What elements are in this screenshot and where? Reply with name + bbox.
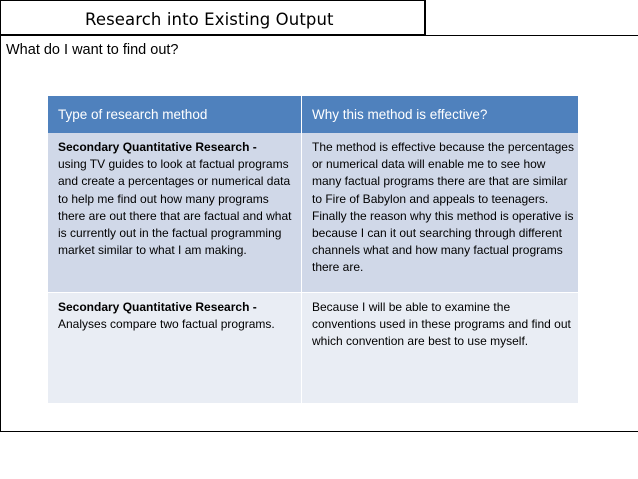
- method-description: using TV guides to look at factual programs and create a percentages or numerical data to help me find out how many programs there are out there that are factual and what is currently out in the factual programming market similar to what I am making.: [58, 157, 292, 258]
- table-row: [48, 133, 578, 293]
- method-title: Secondary Quantitative Research -: [58, 300, 257, 314]
- header-method: Type of research method: [48, 96, 302, 133]
- title-box: [0, 0, 426, 35]
- method-title: Secondary Quantitative Research -: [58, 140, 257, 154]
- method-cell: [48, 133, 302, 293]
- research-methods-table: [48, 96, 578, 403]
- reason-cell: The method is effective because the percentages or numerical data will enable me to see how many factual programs there are that are similar to Fire of Babylon and appeals to teenagers. Finally the reason why this method is operative is because I can it out searching through different channels what and how many factual programs there are.: [302, 133, 579, 293]
- table-header-row: [48, 96, 578, 133]
- slide-title: Research into Existing Output: [85, 10, 334, 29]
- reason-cell: Because I will be able to examine the conventions used in these programs and find out which convention are best to use myself.: [302, 293, 579, 404]
- table-row: [48, 293, 578, 404]
- method-description: Analyses compare two factual programs.: [58, 317, 275, 332]
- header-effectiveness: Why this method is effective?: [302, 96, 579, 133]
- method-cell: [48, 293, 302, 404]
- question-heading: What do I want to find out?: [6, 42, 179, 58]
